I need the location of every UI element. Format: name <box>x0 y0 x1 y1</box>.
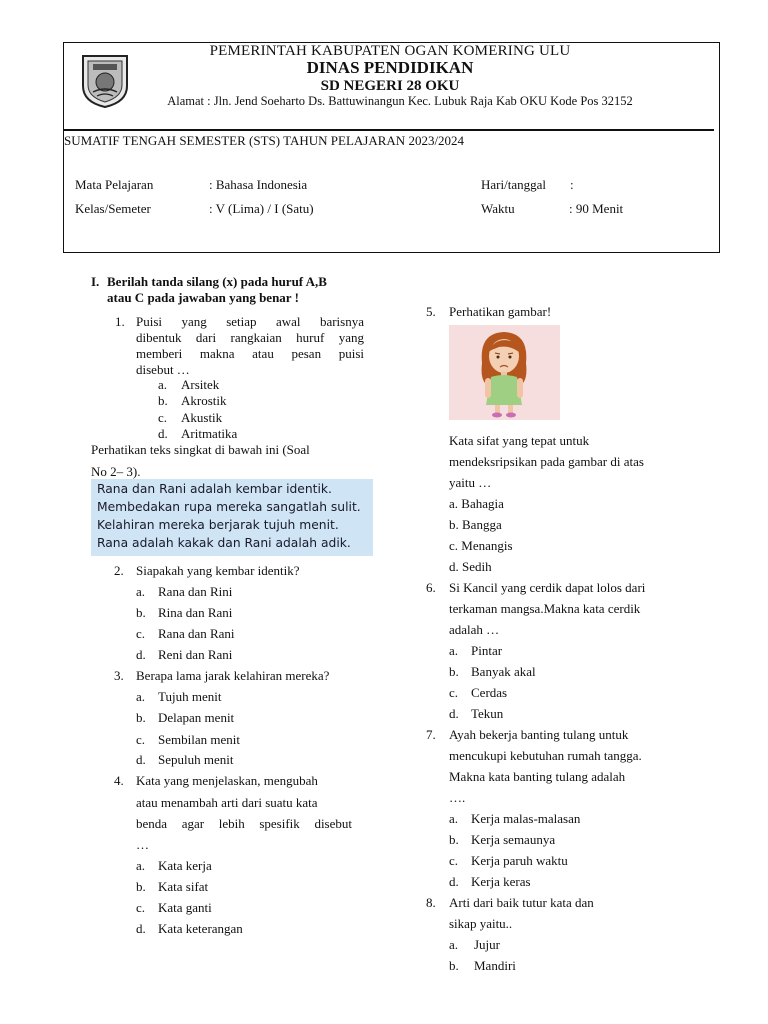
option-text: Kata ganti <box>158 900 212 915</box>
option-letter: a. <box>449 643 459 658</box>
option-text: Cerdas <box>471 685 508 700</box>
question-line: adalah … <box>449 622 500 637</box>
question-number: 5. <box>426 304 436 319</box>
option-text: Reni dan Rani <box>158 647 233 662</box>
option-text: Kata sifat <box>158 879 209 894</box>
option-text: Aritmatika <box>181 426 238 441</box>
option-letter: c. <box>136 732 146 747</box>
option-letter: c. <box>449 685 459 700</box>
question-line: mencukupi kebutuhan rumah tangga. <box>449 748 642 763</box>
question-line: … <box>136 837 149 852</box>
passage-intro-line: No 2– 3). <box>91 464 141 479</box>
option-letter: c. <box>136 626 146 641</box>
option-letter: b. <box>158 393 168 408</box>
option-letter: b. <box>136 879 146 894</box>
question-line: Arti dari baik tutur kata dan <box>449 895 594 910</box>
passage-intro-line: Perhatikan teks singkat di bawah ini (Soal <box>91 442 310 457</box>
option-text: c. Menangis <box>449 538 513 553</box>
option-text: d. Sedih <box>449 559 492 574</box>
option-text: Tujuh menit <box>158 689 222 704</box>
sad-girl-illustration <box>449 325 560 420</box>
time-value: : 90 Menit <box>569 201 624 216</box>
subject-label: Mata Pelajaran <box>75 177 154 192</box>
reading-passage-box <box>91 479 373 556</box>
question-line: dibentuk dari rangkaian huruf yang <box>136 330 364 345</box>
option-text: Rana dan Rini <box>158 584 233 599</box>
option-text: Kerja keras <box>471 874 531 889</box>
option-text: Kata keterangan <box>158 921 243 936</box>
question-number: 4. <box>114 773 124 788</box>
option-letter: c. <box>136 900 146 915</box>
option-text: Delapan menit <box>158 710 235 725</box>
option-letter: d. <box>449 706 459 721</box>
option-text: Arsitek <box>181 377 220 392</box>
option-text: Banyak akal <box>471 664 536 679</box>
option-text: Kerja semaunya <box>471 832 556 847</box>
question-line: Makna kata banting tulang adalah <box>449 769 626 784</box>
option-text: Sepuluh menit <box>158 752 234 767</box>
section-instruction-line: atau C pada jawaban yang benar ! <box>107 290 299 305</box>
day-value: : <box>570 177 574 192</box>
option-text: a. Bahagia <box>449 496 504 511</box>
option-text: Rana dan Rani <box>158 626 235 641</box>
option-text: Akustik <box>181 410 223 425</box>
header-address: Alamat : Jln. Jend Soeharto Ds. Battuwinangun Kec. Lubuk Raja Kab OKU Kode Pos 32152 <box>167 94 633 108</box>
question-line: benda agar lebih spesifik disebut <box>136 816 352 831</box>
option-letter: b. <box>449 664 459 679</box>
option-letter: b. <box>136 710 146 725</box>
option-letter: d. <box>136 921 146 936</box>
option-letter: a. <box>136 584 146 599</box>
option-text: Rina dan Rani <box>158 605 233 620</box>
header-school: SD NEGERI 28 OKU <box>320 78 460 94</box>
option-letter: a. <box>449 811 459 826</box>
option-text: Jujur <box>474 937 500 952</box>
option-letter: a. <box>136 689 146 704</box>
option-letter: b. <box>136 605 146 620</box>
question-line: disebut … <box>136 362 190 377</box>
question-line: yaitu … <box>449 475 492 490</box>
question-line: Puisi yang setiap awal barisnya <box>136 314 364 329</box>
option-text: Sembilan menit <box>158 732 240 747</box>
question-number: 2. <box>114 563 124 578</box>
passage-line: Kelahiran mereka berjarak tujuh menit. <box>97 518 339 532</box>
question-line: terkaman mangsa.Makna kata cerdik <box>449 601 641 616</box>
option-letter: b. <box>449 832 459 847</box>
question-line: mendeksripsikan pada gambar di atas <box>449 454 644 469</box>
question-text: Perhatikan gambar! <box>449 304 552 319</box>
passage-line: Rana adalah kakak dan Rani adalah adik. <box>97 536 351 550</box>
header-divider <box>63 129 714 131</box>
question-line: Kata sifat yang tepat untuk <box>449 433 590 448</box>
option-letter: c. <box>158 410 168 425</box>
question-number: 7. <box>426 727 436 742</box>
question-line: memberi makna atau pesan puisi <box>136 346 364 361</box>
subject-value: : Bahasa Indonesia <box>209 177 308 192</box>
option-text: Mandiri <box>474 958 516 973</box>
option-text: Tekun <box>471 706 504 721</box>
question-number: 6. <box>426 580 436 595</box>
question-line: sikap yaitu.. <box>449 916 513 931</box>
question-text: Siapakah yang kembar identik? <box>136 563 300 578</box>
passage-line: Membedakan rupa mereka sangatlah sulit. <box>97 500 361 514</box>
option-text: b. Bangga <box>449 517 502 532</box>
option-text: Kerja paruh waktu <box>471 853 568 868</box>
day-label: Hari/tanggal <box>481 177 546 192</box>
section-instruction-line: Berilah tanda silang (x) pada huruf A,B <box>107 274 327 289</box>
option-text: Kata kerja <box>158 858 212 873</box>
question-number: 8. <box>426 895 436 910</box>
class-label: Kelas/Semeter <box>75 201 151 216</box>
passage-line: Rana dan Rani adalah kembar identik. <box>97 482 332 496</box>
class-value: : V (Lima) / I (Satu) <box>209 201 314 216</box>
option-text: Akrostik <box>181 393 227 408</box>
question-number: 3. <box>114 668 124 683</box>
section-number: I. <box>91 274 100 289</box>
option-text: Pintar <box>471 643 503 658</box>
question-number: 1. <box>115 314 125 329</box>
question-line: Ayah bekerja banting tulang untuk <box>449 727 629 742</box>
exam-title: SUMATIF TENGAH SEMESTER (STS) TAHUN PELAJARAN 2023/2024 <box>64 133 465 148</box>
option-letter: b. <box>449 958 459 973</box>
time-label: Waktu <box>481 201 515 216</box>
option-letter: a. <box>449 937 459 952</box>
question-text: Berapa lama jarak kelahiran mereka? <box>136 668 330 683</box>
question-line: atau menambah arti dari suatu kata <box>136 795 318 810</box>
option-text: Kerja malas-malasan <box>471 811 581 826</box>
option-letter: c. <box>449 853 459 868</box>
header-government: PEMERINTAH KABUPATEN OGAN KOMERING ULU <box>209 43 571 59</box>
option-letter: d. <box>136 752 146 767</box>
option-letter: d. <box>136 647 146 662</box>
question-line: Kata yang menjelaskan, mengubah <box>136 773 318 788</box>
option-letter: d. <box>158 426 168 441</box>
option-letter: d. <box>449 874 459 889</box>
question-line: …. <box>449 790 466 805</box>
option-letter: a. <box>158 377 168 392</box>
question-line: Si Kancil yang cerdik dapat lolos dari <box>449 580 646 595</box>
header-department: DINAS PENDIDIKAN <box>306 58 474 77</box>
option-letter: a. <box>136 858 146 873</box>
